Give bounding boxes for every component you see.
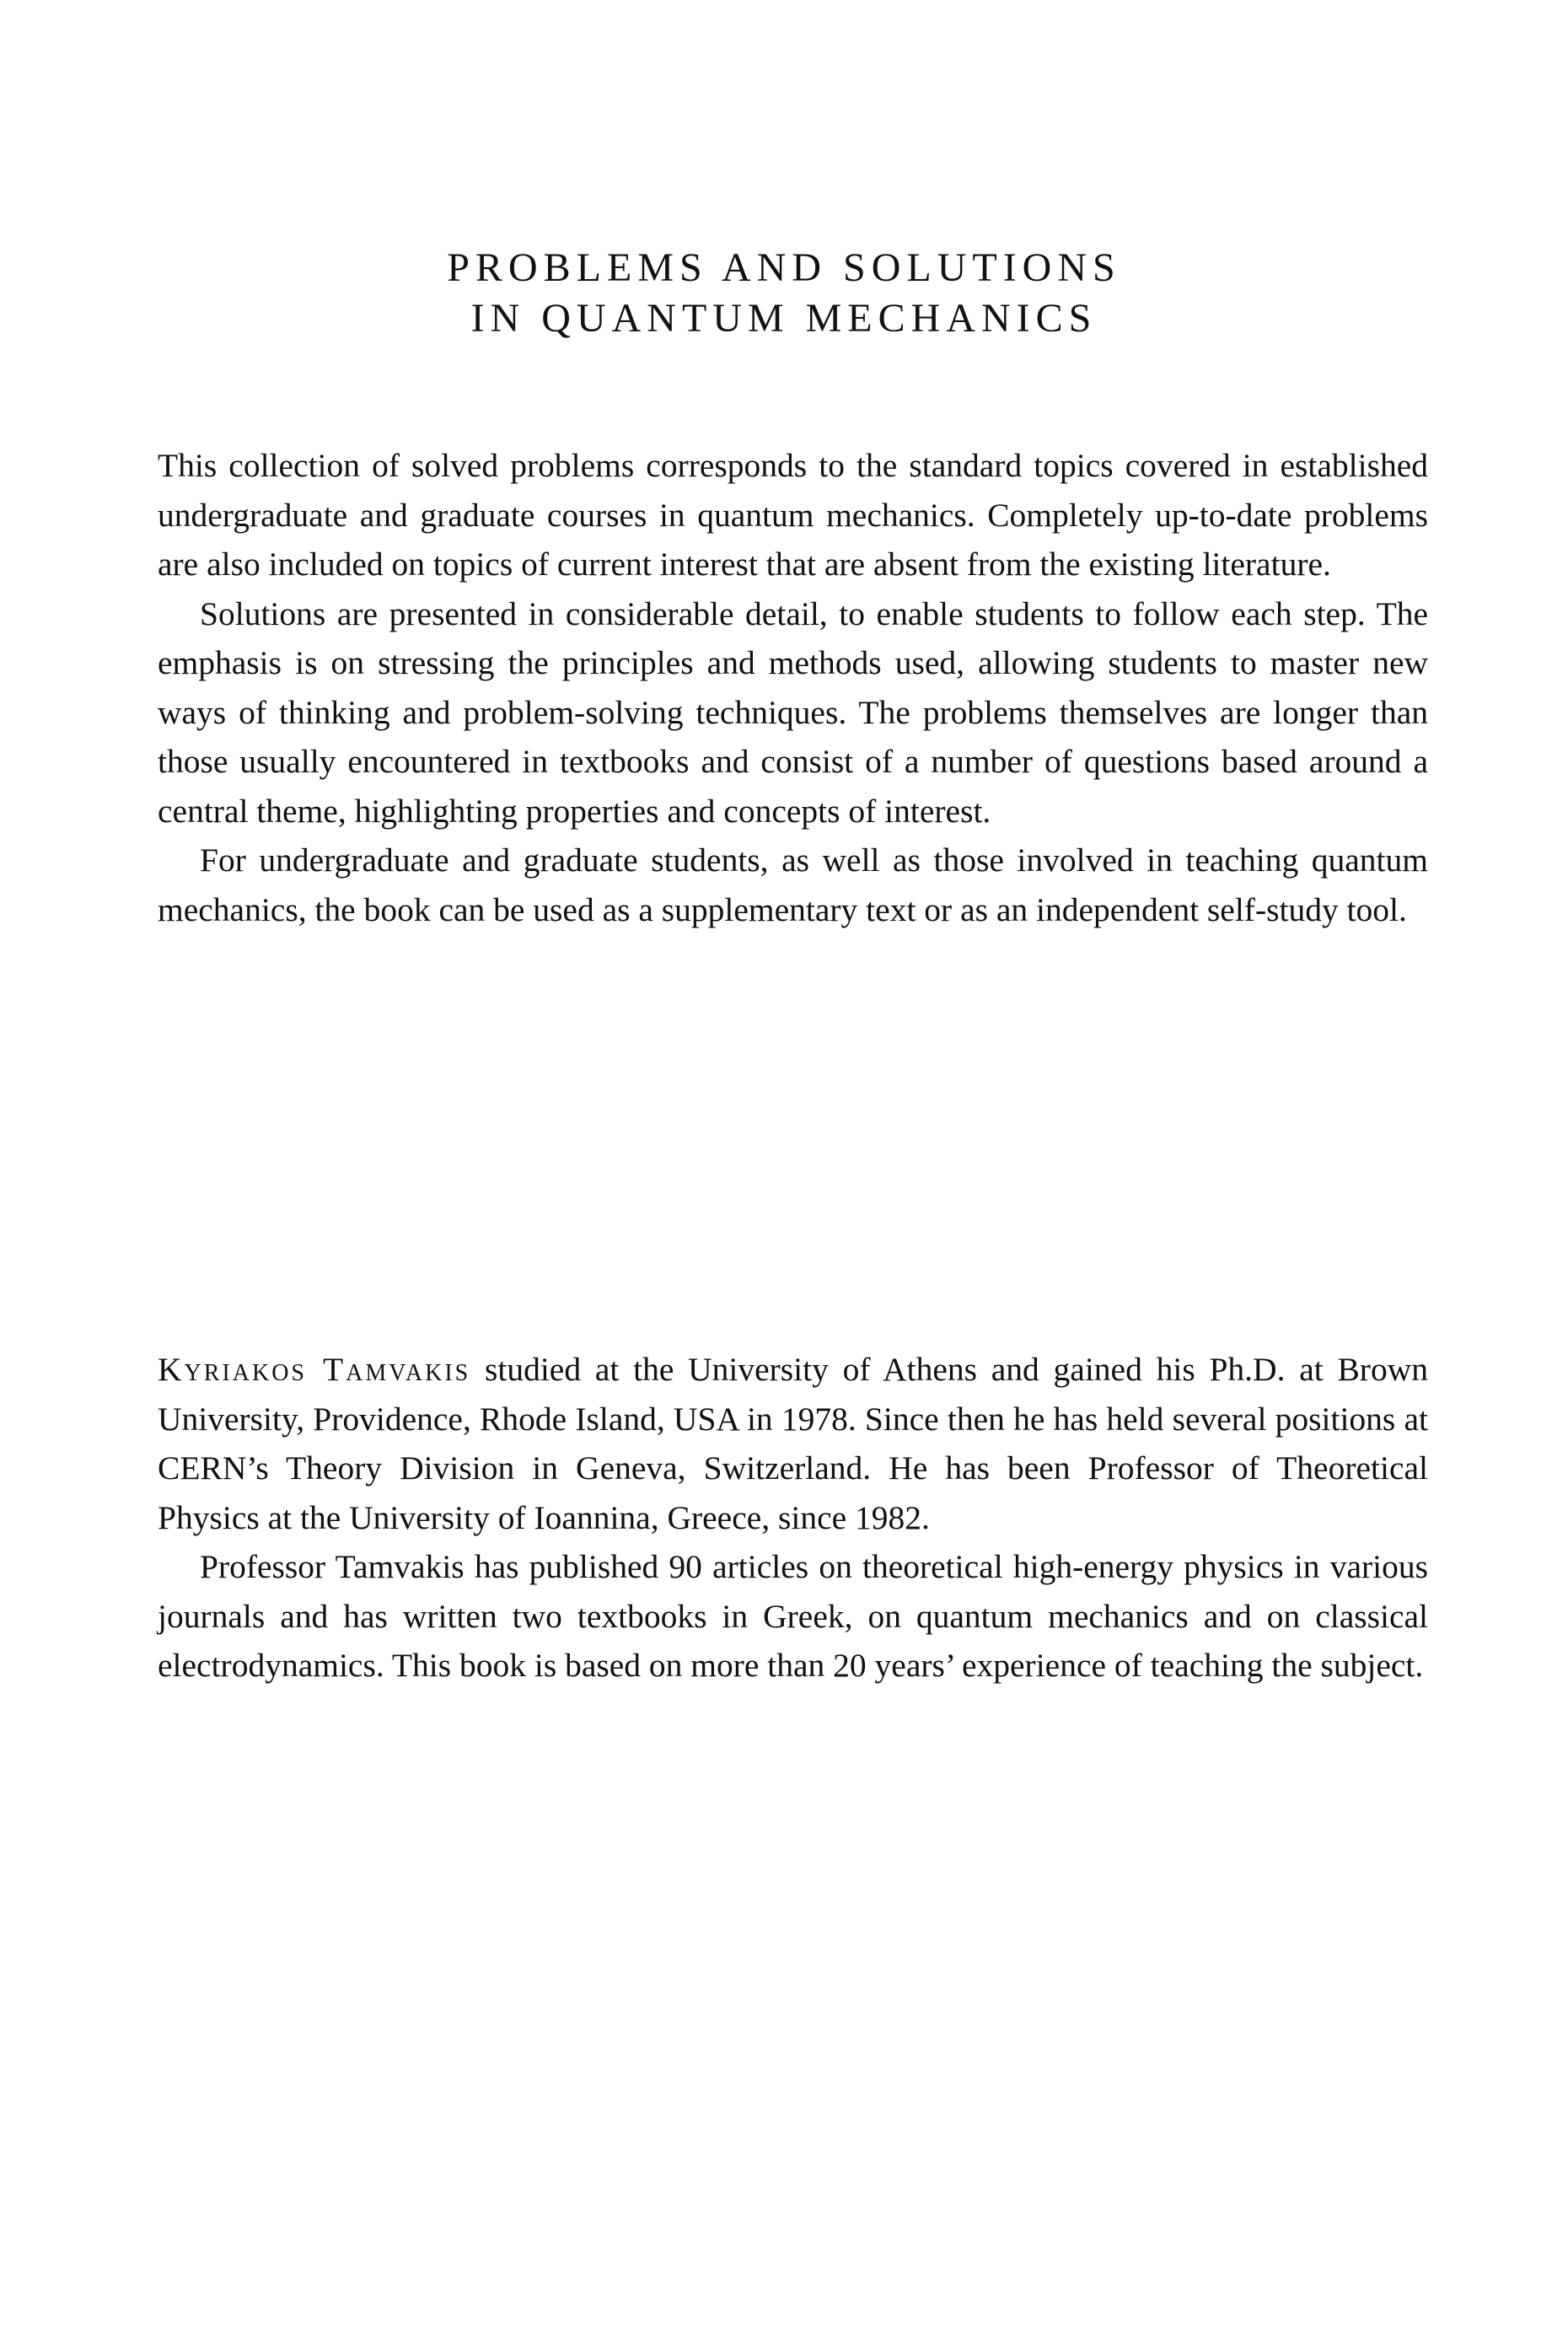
title-line-1: PROBLEMS AND SOLUTIONS	[447, 245, 1121, 290]
book-title	[0, 243, 1568, 344]
author-name: Kyriakos Tamvakis	[158, 1351, 471, 1388]
author-bio-paragraph-1	[158, 1345, 1428, 1542]
author-bio	[158, 1345, 1428, 1691]
summary-paragraph-1: This collection of solved problems corresponds to the standard topics covered in established undergraduate and graduate courses in quantum mechanics. Completely up-to-date problems are also included on topics of current interest that are absent from the existing literature.	[158, 447, 1428, 583]
book-summary	[158, 441, 1428, 934]
author-bio-text-1: studied at the University of Athens and gained his Ph.D. at Brown University, Providence, Rhode Island, USA in 1978. Since then he has held several positions at CERN’s Theory Division in Geneva, Switzerland. He has been Professor of Theoretical Physics at the University of Ioannina, Greece, since 1982.	[158, 1351, 1428, 1536]
summary-paragraph-2: Solutions are presented in considerable detail, to enable students to follow each step. The emphasis is on stressing the principles and methods used, allowing students to master new ways of thinking and problem-solving techniques. The problems themselves are longer than those usually encountered in textbooks and consist of a number of questions based around a central theme, highlighting properties and concepts of interest.	[158, 594, 1428, 830]
summary-paragraph-3: For undergraduate and graduate students, as well as those involved in teaching quantum mechanics, the book can be used as a supplementary text or as an independent self-study tool.	[158, 841, 1428, 928]
title-line-2: IN QUANTUM MECHANICS	[470, 296, 1098, 341]
author-bio-paragraph-2: Professor Tamvakis has published 90 articles on theoretical high-energy physics in various journals and has written two textbooks in Greek, on quantum mechanics and on classical electrodynamics. This book is based on more than 20 years’ experience of teaching the subject.	[158, 1548, 1428, 1684]
